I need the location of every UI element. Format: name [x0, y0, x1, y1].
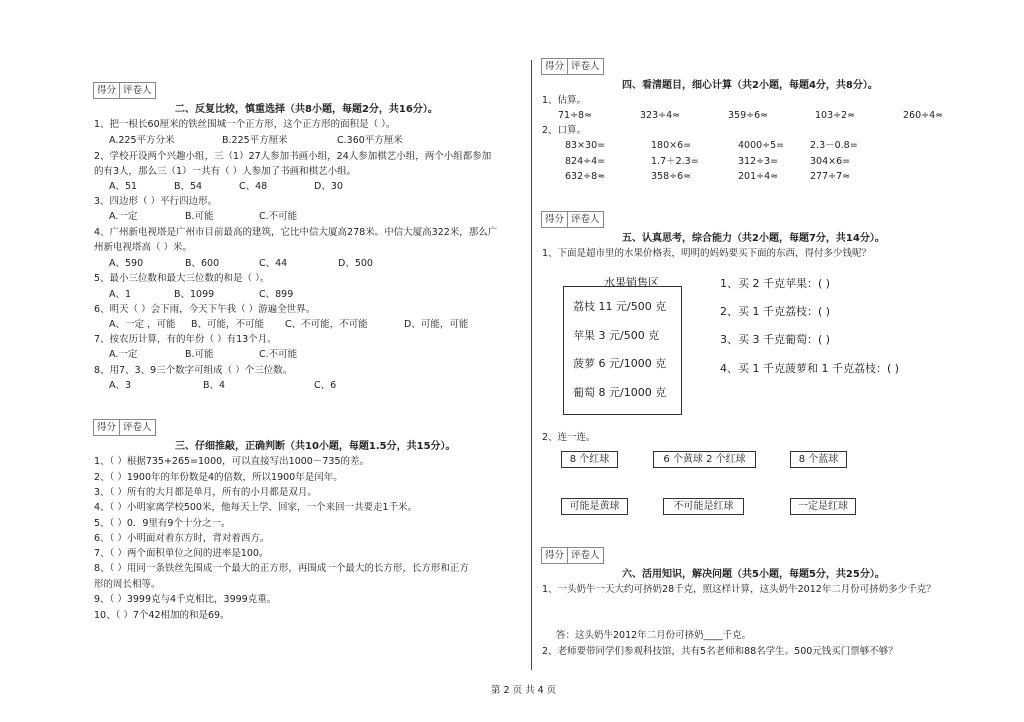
- score-label: 得分: [94, 83, 120, 98]
- q6-2: 2、老师要带同学们参观科技馆，共有5名老师和88名学生。500元钱买门票够不够？: [542, 646, 898, 657]
- q3-4: 4、（ ）小明家离学校500米，他每天上学、回家，一个来回一共要走1千米。: [94, 502, 417, 513]
- oral-7: 312÷3=: [738, 156, 779, 167]
- oral-6: 1.7＋2.3=: [651, 156, 699, 167]
- q2-1-a: A.225平方分米: [109, 135, 175, 146]
- q2-6-a: A、一定 ，可能: [109, 319, 176, 330]
- oral-11: 201÷4≈: [738, 171, 779, 182]
- oral-5: 824÷4=: [565, 156, 606, 167]
- oral-1: 83×30=: [565, 140, 606, 151]
- q2-2-cont: 的有3人，那么三（1）一共有（ ）人参加了书画和棋艺小组。: [94, 166, 357, 177]
- q3-7: 7、（ ）两个面积单位之间的进率是100。: [94, 548, 269, 559]
- q2-4-cont: 州新电视塔高（ ）米。: [94, 242, 193, 253]
- q2-7-c: C.不可能: [259, 349, 298, 360]
- q4-2: 2、口算。: [542, 125, 587, 136]
- q5-2: 2、连一连。: [542, 432, 596, 443]
- q2-4-d: D、500: [338, 258, 373, 269]
- q2-6-b: B、可能，不可能: [191, 319, 265, 330]
- q3-3: 3、（ ）所有的大月都是单月，所有的小月都是双月。: [94, 487, 317, 498]
- oral-4: 2.3－0.8=: [810, 140, 858, 151]
- oral-9: 632÷8≈: [565, 171, 606, 182]
- section5-title: 五、认真思考，综合能力（共2小题，每题7分，共14分）。: [622, 233, 885, 244]
- q3-1: 1、（ ）根据735+265=1000，可以直接写出1000－735的差。: [94, 456, 369, 467]
- q2-5-a: A、1: [109, 289, 132, 300]
- match-box-must-red: 一定是红球: [790, 498, 856, 515]
- column-divider: [531, 60, 532, 670]
- q3-10: 10、（ ）7个42相加的和是69。: [94, 610, 230, 621]
- q3-6: 6、（ ）小明面对着东方时，背对着西方。: [94, 533, 270, 544]
- q2-3-a: A.一定: [109, 211, 138, 222]
- q2-6-c: C、不可能，不可能: [285, 319, 368, 330]
- grader-box-sec6: [541, 547, 604, 564]
- q2-2: 2、学校开设两个兴趣小组，三（1）27人参加书画小组，24人参加棋艺小组，两个小组都参加: [94, 151, 492, 162]
- q3-2: 2、（ ）1900年的年份数是4的倍数，所以1900年是闰年。: [94, 472, 343, 483]
- reviewer-label: 评卷人: [571, 61, 600, 72]
- oral-10: 358÷6≈: [651, 171, 692, 182]
- q2-8: 8、用7、3、9三个数字可组成（ ）个三位数。: [94, 365, 293, 376]
- match-box-may-yellow: 可能是黄球: [561, 498, 628, 515]
- buy-item-2: 2、买 1 千克荔枝：( ): [720, 305, 831, 318]
- q2-5-c: C、899: [259, 289, 294, 300]
- q2-8-b: B、4: [203, 380, 226, 391]
- grader-box-sec4: [541, 58, 604, 75]
- section2-title: 二、反复比较，慎重选择（共8小题，每题2分，共16分）。: [175, 104, 438, 115]
- q2-2-b: B、54: [174, 181, 203, 192]
- fruit-price-pineapple: 菠萝 6 元/1000 克: [573, 357, 667, 370]
- page-footer: 第 2 页 共 4 页: [491, 685, 557, 696]
- q2-4: 4、广州新电视塔是广州市目前最高的建筑，它比中信大厦高278米。中信大厦高322米，那么广: [94, 227, 498, 238]
- q5-1: 1、下面是超市里的水果价格表，明明的妈妈要买下面的东西，得付多少钱呢？: [542, 248, 872, 259]
- oral-8: 304×6=: [810, 156, 851, 167]
- score-label: 得分: [542, 59, 568, 74]
- q2-8-c: C、6: [314, 380, 337, 391]
- grader-box-sec2: [93, 82, 156, 99]
- section3-title: 三、仔细推敲，正确判断（共10小题，每题1.5分，共15分）。: [175, 441, 456, 452]
- est-3: 359÷6≈: [728, 110, 769, 121]
- match-box-8-blue: 8 个蓝球: [790, 451, 847, 468]
- q2-5-b: B、1099: [174, 289, 215, 300]
- oral-3: 4000÷5=: [738, 140, 785, 151]
- q3-8-cont: 形的周长相等。: [94, 579, 161, 590]
- q2-2-c: C、48: [239, 181, 268, 192]
- q4-1: 1、估算。: [542, 95, 587, 106]
- q2-7: 7、按农历计算，有的年份（ ）有13个月。: [94, 334, 277, 345]
- q2-2-a: A、51: [109, 181, 138, 192]
- score-label: 得分: [542, 548, 568, 563]
- q2-2-d: D、30: [314, 181, 343, 192]
- q6-1: 1、一头奶牛一天大约可挤奶28千克，照这样计算，这头奶牛2012年二月份可挤奶多少千克？: [542, 584, 936, 595]
- est-5: 260÷4≈: [903, 110, 944, 121]
- q2-1: 1、把一根长60厘米的铁丝围城一个正方形，这个正方形的面积是（ ）。: [94, 119, 396, 130]
- buy-item-1: 1、买 2 千克苹果：( ): [720, 277, 831, 290]
- fruit-price-grape: 葡萄 8 元/1000 克: [573, 386, 667, 399]
- grader-box-sec5: [541, 211, 604, 228]
- buy-item-4: 4、买 1 千克菠萝和 1 千克荔枝：( ): [720, 362, 900, 375]
- score-label: 得分: [542, 212, 568, 227]
- est-4: 103÷2≈: [815, 110, 856, 121]
- oral-2: 180×6=: [651, 140, 692, 151]
- q3-9: 9、（ ）3999克与4千克相比，3999克重。: [94, 594, 277, 605]
- score-label: 得分: [94, 420, 120, 435]
- fruit-price-lychee: 荔枝 11 元/500 克: [573, 300, 667, 313]
- q2-8-a: A、3: [109, 380, 132, 391]
- buy-item-3: 3、买 3 千克葡萄：( ): [720, 333, 831, 346]
- q2-7-b: B.可能: [185, 349, 214, 360]
- fruit-price-apple: 苹果 3 元/500 克: [573, 329, 660, 342]
- reviewer-label: 评卷人: [571, 214, 600, 225]
- fruit-table-title: 水果销售区: [604, 276, 659, 289]
- est-1: 71÷8≈: [558, 110, 593, 121]
- fruit-price-table: [563, 286, 682, 415]
- q2-3-c: C.不可能: [259, 211, 298, 222]
- est-2: 323÷4≈: [640, 110, 681, 121]
- q2-6: 6、明天（ ）会下雨，今天下午我（ ）游遍全世界。: [94, 304, 316, 315]
- reviewer-label: 评卷人: [571, 550, 600, 561]
- q2-4-a: A、590: [109, 258, 144, 269]
- q3-8: 8、（ ）用同一条铁丝先围成一个最大的正方形，再围成一个最大的长方形，长方形和正方: [94, 563, 469, 574]
- q2-1-b: B.225平方厘米: [222, 135, 288, 146]
- reviewer-label: 评卷人: [123, 85, 152, 96]
- match-box-6-yellow-2-red: 6 个黄球 2 个红球: [653, 451, 756, 468]
- q2-1-c: C.360平方厘米: [337, 135, 403, 146]
- section4-title: 四、看清题目，细心计算（共2小题，每题4分，共8分）。: [622, 80, 878, 91]
- q2-4-c: C、44: [259, 258, 288, 269]
- oral-12: 277÷7≈: [810, 171, 851, 182]
- grader-box-sec3: [93, 419, 156, 436]
- q2-4-b: B、600: [185, 258, 220, 269]
- section6-title: 六、活用知识，解决问题（共5小题，每题5分，共25分）。: [622, 569, 885, 580]
- q2-3: 3、四边形（ ）平行四边形。: [94, 196, 218, 207]
- q3-5: 5、（ ）0．9里有9个十分之一。: [94, 518, 231, 529]
- q2-6-d: D、可能，可能: [404, 319, 469, 330]
- q6-1-answer: 答：这头奶牛2012年二月份可挤奶____千克。: [556, 630, 752, 641]
- reviewer-label: 评卷人: [123, 422, 152, 433]
- q2-5: 5、最小三位数和最大三位数的和是（ ）。: [94, 273, 270, 284]
- q2-3-b: B.可能: [185, 211, 214, 222]
- q2-7-a: A.一定: [109, 349, 138, 360]
- match-box-not-red: 不可能是红球: [663, 498, 744, 515]
- match-box-8-red: 8 个红球: [561, 451, 618, 468]
